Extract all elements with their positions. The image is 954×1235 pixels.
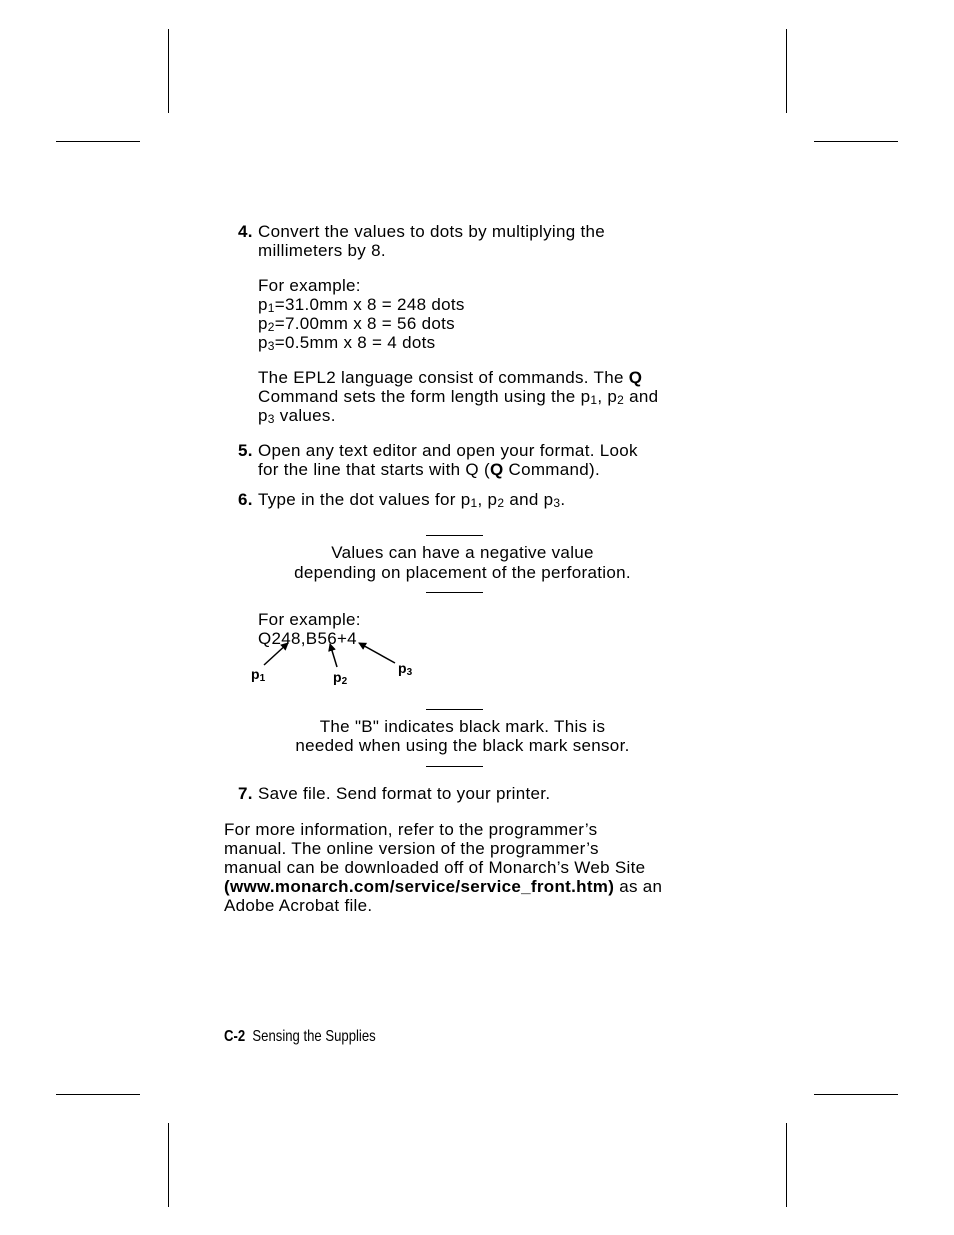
example-heading: For example:	[258, 276, 361, 295]
epl2-paragraph-line-3: $p_3$ values.	[258, 406, 336, 426]
step-4-number: 4.	[238, 222, 253, 241]
page-number: C-2	[224, 1028, 246, 1045]
example-line-p2: $p_2=7.00mm$ x 8 = 56 dots	[258, 314, 455, 334]
arrow-p2	[330, 644, 337, 667]
note-negative-value-line-2: depending on placement of the perforation.	[294, 563, 631, 582]
step-5-line-1: Open any text editor and open your format. Look	[258, 441, 638, 460]
info-line-5: Adobe Acrobat file.	[224, 896, 373, 915]
info-line-2: manual. The online version of the programmer’s	[224, 839, 599, 858]
info-line-1: For more information, refer to the programmer’s	[224, 820, 598, 839]
info-line-4: (www.monarch.com/service/service_front.htm) as an	[224, 877, 663, 896]
note2-rule-top	[426, 709, 483, 710]
crop-mark-bottom-left-vertical	[168, 1123, 169, 1207]
step-5-line-2: for the line that starts with Q (Q Command).	[258, 460, 600, 479]
example-line-p1: $p_1=31.0mm$ x 8 = 248 dots	[258, 295, 465, 315]
crop-mark-top-right-horizontal	[814, 141, 898, 142]
step-7-text: Save file. Send format to your printer.	[258, 784, 551, 803]
epl2-paragraph-line-2: Command sets the form length using the $p_1$, $p_2$ and	[258, 387, 659, 407]
crop-mark-top-right-vertical	[786, 29, 787, 113]
crop-mark-bottom-right-horizontal	[814, 1094, 898, 1095]
label-p1: $p_1$	[251, 666, 266, 684]
monarch-url-link[interactable]: (www.monarch.com/service/service_front.htm)	[224, 877, 615, 896]
crop-mark-bottom-left-horizontal	[56, 1094, 140, 1095]
note2-rule-bottom	[426, 766, 483, 767]
arrow-p3	[359, 643, 395, 663]
step-5-number: 5.	[238, 441, 253, 460]
example-2-code: Q248,B56+4	[258, 629, 357, 648]
label-p2: $p_2$	[333, 669, 348, 687]
crop-mark-bottom-right-vertical	[786, 1123, 787, 1207]
step-6-number: 6.	[238, 490, 253, 509]
info-line-3: manual can be downloaded off of Monarch’s Web Site	[224, 858, 646, 877]
epl2-paragraph-line-1: The EPL2 language consist of commands. The Q	[258, 368, 643, 387]
note-black-mark-line-1: The "B" indicates black mark. This is	[319, 717, 606, 736]
note-black-mark-line-2: needed when using the black mark sensor.	[295, 736, 630, 755]
page-footer	[224, 1028, 376, 1046]
label-p3: $p_3$	[398, 660, 413, 678]
example-line-p3: $p_3=0.5mm$ x 8 = 4 dots	[258, 333, 436, 353]
note-negative-value-line-1: Values can have a negative value	[331, 543, 594, 562]
arrow-p1	[264, 643, 288, 665]
crop-mark-top-left-vertical	[168, 29, 169, 113]
crop-mark-top-left-horizontal	[56, 141, 140, 142]
step-4-line-2: millimeters by 8.	[258, 241, 386, 260]
example-2-heading: For example:	[258, 610, 361, 629]
note-rule-top	[426, 535, 483, 536]
note-rule-bottom	[426, 592, 483, 593]
section-title: Sensing the Supplies	[252, 1028, 376, 1045]
step-4-line-1: Convert the values to dots by multiplying the	[258, 222, 606, 241]
step-6-text: Type in the dot values for $p_1$, $p_2$ and $p_3$.	[258, 490, 566, 510]
step-7-number: 7.	[238, 784, 253, 803]
